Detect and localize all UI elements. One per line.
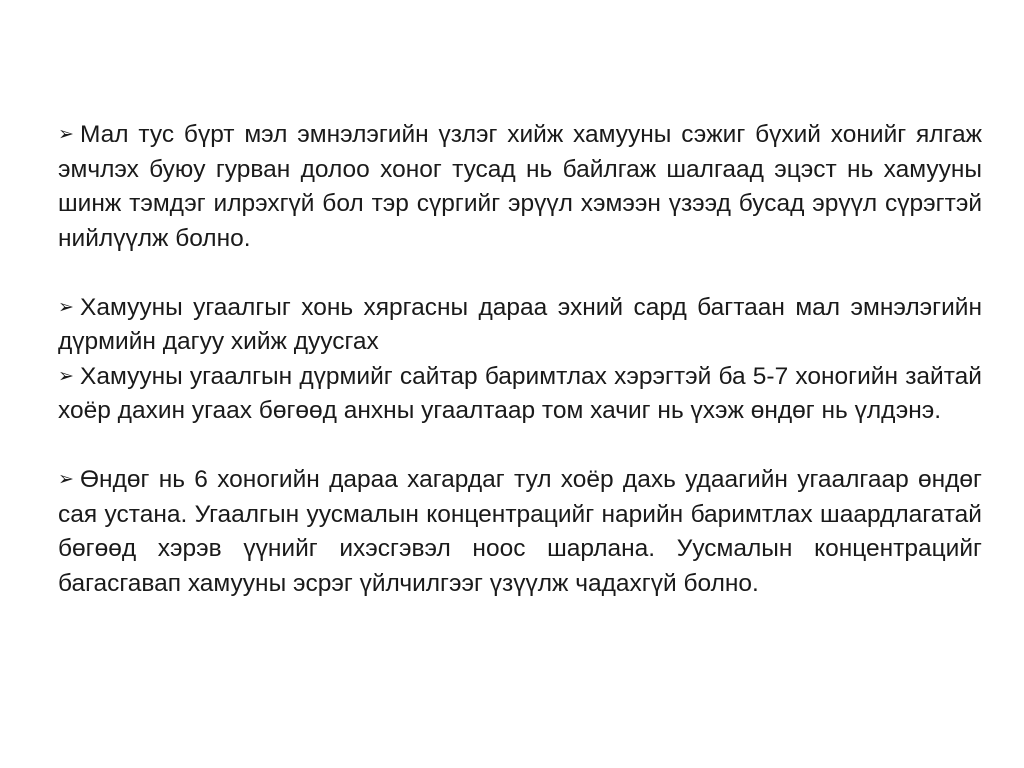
bullet-text-4: Өндөг нь 6 хоногийн дараа хагардаг тул хоёр дахь удаагийн угаалгаар өндөг сая устана. Угаалгын уусмалын концентрацийг нарийн баримтлах шаардлагатай бөгөөд хэрэв үүнийг ихэсгэвэл ноос шарлана. Уусмалын концентрацийг багасгавап хамууны эсрэг үйлчилгээг үзүүлж чадахгүй болно. <box>58 466 982 597</box>
arrow-bullet-icon: ➢ <box>58 365 74 387</box>
arrow-bullet-icon: ➢ <box>58 296 74 318</box>
arrow-bullet-icon: ➢ <box>58 124 74 145</box>
bullet-text-1: Мал тус бүрт мэл эмнэлэгийн үзлэг хийж хамууны сэжиг бүхий хонийг ялгаж эмчлэх буюу гурван долоо хоног тусад нь байлгаж шалгаад эцэст нь хамууны шинж тэмдэг илрэхгүй бол тэр сүргийг эрүүл хэмээн үзээд бусад эрүүл сүрэгтэй нийлүүлж болно. <box>58 121 982 252</box>
arrow-bullet-icon: ➢ <box>58 469 74 490</box>
bullet-item-4 <box>58 463 982 601</box>
bullet-item-1 <box>58 118 982 256</box>
bullet-text-3: Хамууны угаалгын дүрмийг сайтар баримтлах хэрэгтэй ба 5-7 хоногийн зайтай хоёр дахин угаах бөгөөд анхны угаалтаар том хачиг нь үхэж өндөг нь үлдэнэ. <box>58 362 982 424</box>
paragraph-gap <box>58 429 982 464</box>
paragraph-gap <box>58 256 982 291</box>
bullet-text-2: Хамууны угаалгыг хонь хяргасны дараа эхний сард багтаан мал эмнэлэгийн дүрмийн дагуу хийж дуусгах <box>58 293 982 355</box>
bullet-item-3 <box>58 360 982 429</box>
slide-content <box>58 118 982 601</box>
bullet-item-2 <box>58 291 982 360</box>
